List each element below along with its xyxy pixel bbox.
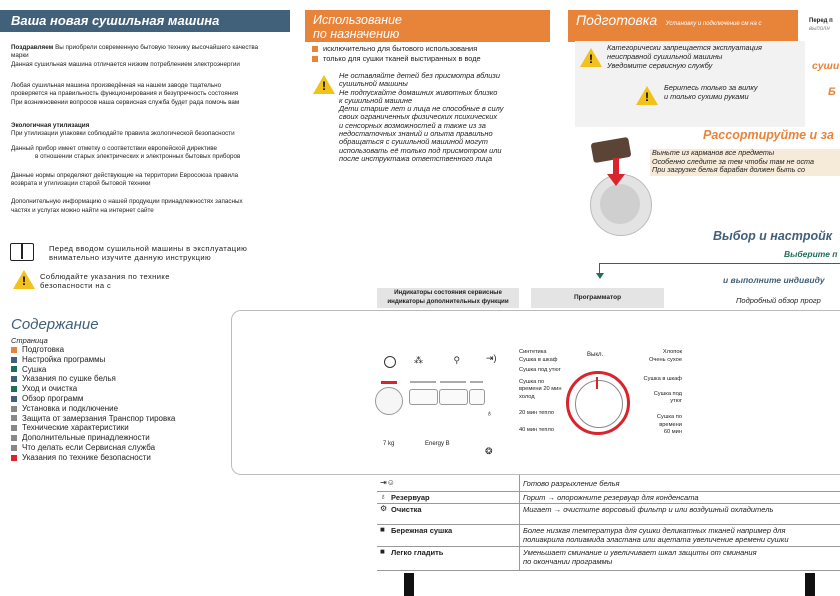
usage-warning-line: Не подпускайте домашних животных близко — [339, 87, 498, 97]
prep-warn2-line: Беритесь только за вилку — [664, 83, 758, 92]
safety-note — [40, 272, 170, 290]
toc-page-label: Страница — [11, 336, 48, 345]
toc-color-square — [11, 425, 17, 431]
table-row-icon: ■ — [380, 525, 385, 534]
choose-arrow-line — [600, 263, 840, 264]
table-row-icon: ♁ — [380, 492, 386, 501]
usage-warning-line: после инструктажа ответственного лица — [339, 153, 493, 163]
toc-label: Что делать если Сервисная служба — [22, 442, 156, 452]
eco-line: Данный прибор имеет отметку о соответствии европейской директиве — [11, 144, 218, 152]
toc-color-square — [11, 435, 17, 441]
toc-color-square — [11, 445, 17, 451]
program-label: Сушка по времени 20 мин холод — [519, 378, 562, 400]
table-row-divider — [377, 503, 840, 504]
page-title: Ваша новая сушильная машина — [11, 13, 220, 28]
usage-title-bar — [305, 10, 550, 42]
toc-item[interactable] — [11, 394, 191, 404]
pocket-line: Выньте из карманов все предметы — [652, 149, 775, 157]
usage-bullets — [312, 44, 481, 64]
toc-item[interactable] — [11, 374, 191, 384]
usage-warning-line: и сенсорных возможностей а также из за — [339, 120, 486, 130]
book-note — [49, 244, 247, 262]
table-row-divider — [377, 570, 840, 571]
program-label: 20 мин тепло — [519, 409, 555, 416]
toc-color-square — [11, 406, 17, 412]
bottom-tab — [404, 573, 414, 596]
select-title: Выбор и настройк — [713, 229, 833, 243]
program-label: 60 мин — [663, 429, 682, 436]
toc-label: Технические характеристики — [22, 423, 129, 433]
table-row-label: Очистка — [391, 505, 422, 514]
usage-title-line: по назначению — [313, 27, 400, 41]
prep-warn1 — [607, 44, 762, 70]
toc-title: Содержание — [11, 316, 99, 333]
edge-line: выполн — [809, 26, 830, 32]
bullet-square — [312, 46, 318, 52]
para2 — [11, 82, 281, 107]
toc-label: Сушка — [22, 364, 47, 374]
toc-color-square — [11, 366, 17, 372]
toc-label: Дополнительные принадлежности — [22, 433, 150, 443]
warning-icon: ! — [580, 48, 602, 67]
para2-line: При возникновении вопросов наша сервисная служба будет рада помочь вам — [11, 98, 240, 106]
anti-crease-icon: ⇥) — [486, 353, 497, 363]
book-note-line: Перед вводом сушильной машины в эксплуатацию — [49, 244, 248, 253]
panel-header-left — [377, 288, 519, 308]
program-label: Сушка по времени — [656, 413, 682, 428]
program-label: Очень сухое — [648, 356, 682, 363]
book-note-line: внимательно изучите данную инструкцию — [49, 253, 212, 262]
table-row-label: Резервуар — [391, 493, 430, 502]
anti-crease-button[interactable] — [469, 389, 485, 405]
table-row-label: Бережная сушка — [391, 526, 453, 535]
toc-label: Уход и очистка — [22, 384, 78, 394]
prep-warn2 — [664, 84, 758, 102]
toc-label: Установка и подключение — [22, 403, 119, 413]
program-label: 40 мин тепло — [519, 427, 555, 434]
edge-b: Б — [828, 86, 836, 98]
bullet-square — [312, 56, 318, 62]
extra-line: частях и услугах можно найти на интернет сайте — [11, 206, 154, 214]
eco-title: Экологичная утилизация — [11, 122, 90, 129]
off-label: Выкл. — [587, 352, 604, 358]
toc-label: Подготовка — [22, 345, 65, 354]
table-row-icon: ⚙ — [380, 504, 388, 513]
prep-subtitle: Установку и подключение см на с — [665, 21, 762, 27]
prep-warn1-line: Уведомите сервисную службу — [607, 60, 713, 70]
safety-note-line: безопасности на с — [40, 281, 112, 290]
table-row-icon: ■ — [380, 547, 385, 556]
toc-color-square — [11, 396, 17, 402]
usage-warning-line: Не оставляйте детей без присмотра вблизи — [339, 71, 500, 80]
usage-warning-line: сушильной машины — [339, 79, 408, 89]
toc-color-square — [11, 415, 17, 421]
prep-title-bar — [568, 10, 798, 42]
table-row-divider — [377, 491, 840, 492]
eco-line: При утилизации упаковки соблюдайте правила экологической безопасности — [11, 130, 235, 138]
sort-title: Рассортируйте и за — [703, 128, 834, 142]
kg-label: 7 kg — [383, 441, 395, 447]
indicator-bar — [440, 381, 466, 383]
program-list-left — [519, 349, 565, 435]
program-label: Сушка под утюг — [519, 367, 561, 374]
desc-line: Готово разрыхление белья — [523, 479, 620, 488]
toc-list — [11, 345, 191, 463]
program-label: Синтетика — [519, 349, 547, 355]
usage-title-line: Использование — [313, 13, 402, 27]
toc-item[interactable] — [11, 414, 191, 424]
usage-bullet: исключительно для бытового использования — [323, 44, 478, 53]
eco-line: возврата и утилизации старой бытовой техники — [11, 180, 151, 188]
usage-warning-line: недостаточных знаний и опыта правильно — [339, 129, 493, 139]
toc-color-square — [11, 357, 17, 363]
edge-shi: суши — [812, 60, 840, 72]
bottom-tab — [805, 573, 815, 596]
usage-warning-line: использовать её только под присмотром или — [339, 145, 502, 155]
toc-label: Настройка программы — [22, 354, 106, 364]
red-indicator — [381, 381, 397, 384]
toc-item[interactable] — [11, 384, 191, 394]
program-label: Сушка в шкаф — [643, 376, 682, 383]
table-row-divider — [377, 546, 840, 547]
program-dial[interactable] — [566, 371, 630, 435]
table-row-label: Легко гладить — [391, 548, 444, 557]
choose-text: Выберите п — [784, 249, 838, 259]
toc-label: Обзор программ — [22, 393, 84, 403]
table-row-desc — [523, 505, 773, 514]
toc-item[interactable] — [11, 355, 191, 365]
perform-text: и выполните индивиду — [723, 275, 825, 285]
usage-warning-line: своих ограниченных физических психических — [339, 112, 498, 122]
dryer-illustration — [580, 140, 650, 232]
table-row-icon: ⇥☺ — [380, 478, 395, 487]
eco-line: Данные нормы определяют действующие на территории Евросоюза правила — [11, 171, 239, 179]
table-row-desc — [523, 479, 620, 488]
program-list-right — [642, 349, 682, 437]
table-row-desc — [523, 548, 757, 566]
desc-line: Горит → опорожните резервуар для конденсата — [523, 493, 699, 502]
toc-item[interactable] — [11, 433, 191, 443]
easy-iron-button[interactable] — [409, 389, 438, 405]
usage-warning-line: обращаться с сушильной машиной могут — [339, 137, 488, 147]
energy-label: Energy B — [425, 441, 450, 447]
start-button[interactable] — [375, 387, 403, 415]
intro-line2: Данная сушильная машина отличается низким потреблением электроэнергии — [11, 60, 240, 68]
tank-icon: ♁ — [486, 408, 493, 418]
pocket-line: При загрузке белья барабан должен быть со — [652, 165, 806, 174]
toc-color-square — [11, 386, 17, 392]
para2-line: Любая сушильная машина произведённая на нашем заводе тщательно — [11, 82, 222, 89]
arrow-head — [596, 273, 604, 279]
toc-color-square — [11, 376, 17, 382]
toc-color-square — [11, 455, 17, 461]
programmer-label: Программатор — [573, 294, 622, 301]
warning-icon: ! — [13, 270, 35, 289]
col1-title-bar — [0, 10, 290, 32]
indicator-bar — [410, 381, 436, 383]
prep-warn1-line: Категорически запрещается эксплуатация — [607, 43, 762, 52]
toc-color-square — [11, 347, 17, 353]
usage-warning-line: к сушильной машине — [339, 95, 413, 105]
toc-item[interactable] — [11, 423, 191, 433]
prep-title: Подготовка — [576, 12, 658, 28]
book-icon — [10, 243, 34, 261]
eco-section — [11, 122, 286, 215]
table-row-desc — [523, 493, 699, 502]
extra-line: Дополнительную информацию о нашей продукции принадлежностях запасных — [11, 198, 243, 206]
toc-item[interactable] — [11, 365, 191, 375]
panel-header-line: Индикаторы состояния сервисные — [394, 289, 502, 296]
desc-line: Мигает → очистите ворсовый фильтр и или воздушный охладитель — [523, 505, 774, 514]
toc-item[interactable] — [11, 453, 191, 463]
desc-line: Более низкая температура для сушки деликатных тканей например для — [523, 526, 786, 535]
safety-note-line: Соблюдайте указания по технике — [40, 272, 170, 281]
toc-item[interactable] — [11, 345, 191, 355]
usage-warning — [339, 72, 549, 163]
prep-warn1-line: неисправной сушильной машины — [607, 51, 723, 61]
program-label: Сушка в шкаф — [519, 356, 558, 363]
table-divider — [519, 475, 520, 570]
desc-line: Уменьшает сминание и увеличивает шкал защиты от сминания — [523, 548, 757, 557]
intro-text — [11, 44, 276, 69]
panel-header-line: индикаторы дополнительных функции — [387, 298, 509, 305]
warning-icon: ! — [636, 86, 658, 105]
toc-label: Указания по сушке белья — [22, 374, 116, 384]
program-label: Сушка под утюг — [653, 390, 682, 405]
gentle-dry-button[interactable] — [439, 389, 468, 405]
indicator-icons: ⁂ ⚲ — [414, 355, 475, 365]
toc-label: Защита от замерзания Транспор тировка — [22, 413, 176, 423]
toc-label: Указания по технике безопасности — [22, 452, 151, 462]
power-icon — [384, 356, 396, 368]
intro-main: Вы приобрели современную бытовую технику высочайшего качества марки — [11, 44, 259, 60]
pocket-line: Особенно следите за тем чтобы там не оста — [652, 156, 814, 166]
para2-line: проверяется на правильность функционирования и безупречность состояния — [11, 90, 239, 98]
toc-item[interactable] — [11, 443, 191, 453]
intro-bold: Поздравляем — [11, 44, 54, 51]
prep-warn2-line: и только сухими руками — [664, 91, 749, 101]
table-row-divider — [377, 524, 840, 525]
program-label: Хлопок — [662, 349, 682, 355]
pocket-box — [650, 149, 840, 176]
edge-line: Перед п — [809, 18, 833, 24]
desc-line: по окончании программы — [523, 557, 613, 566]
desc-line: полиакрила полиамида эластана или ацетата увеличение времени сушки — [523, 535, 789, 544]
table-row-desc — [523, 526, 789, 544]
indicator-bar — [470, 381, 483, 383]
warning-icon: ! — [313, 75, 335, 94]
edge-note-top — [809, 17, 833, 33]
clean-icon: ❂ — [485, 446, 493, 456]
eco-line: в отношении старых электрических и электронных бытовых приборов — [35, 153, 241, 161]
usage-bullet: только для сушки тканей выстиранных в воде — [323, 54, 481, 63]
toc-item[interactable] — [11, 404, 191, 414]
panel-header-right — [531, 288, 664, 308]
overview-text: Подробный обзор прогр — [736, 296, 821, 305]
usage-warning-line: Дети старше лет и лица не способные в силу — [339, 104, 504, 114]
